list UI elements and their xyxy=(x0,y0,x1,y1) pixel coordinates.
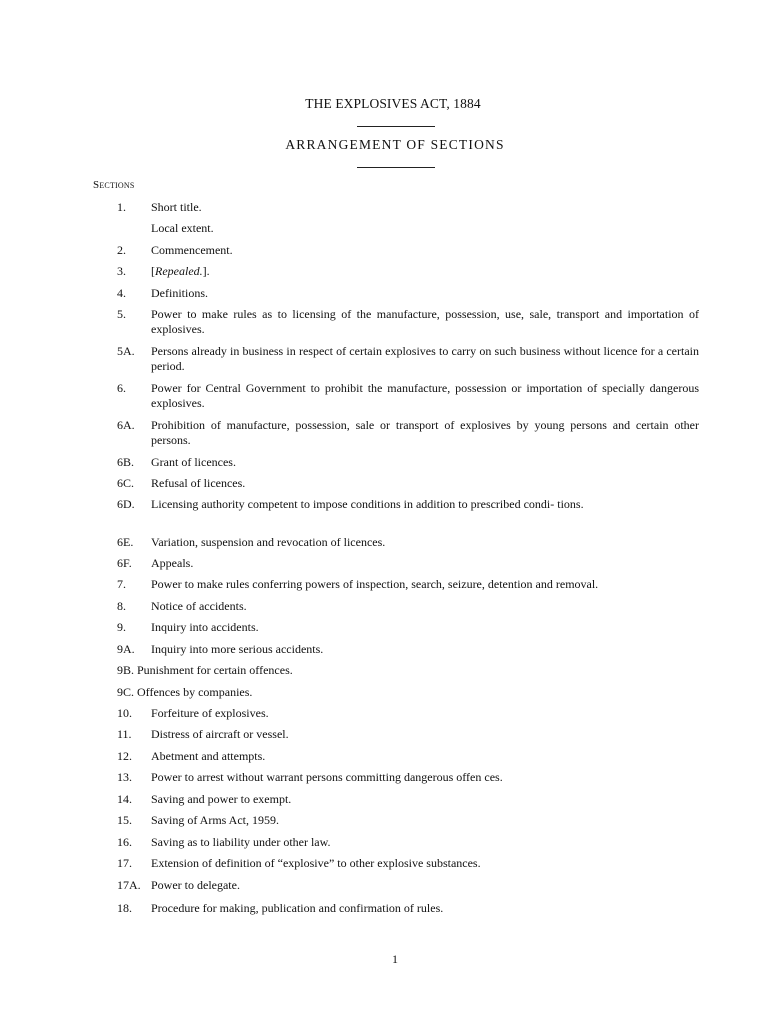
section-number: 10. xyxy=(117,706,132,720)
section-title: Forfeiture of explosives. xyxy=(151,706,269,720)
section-title: Variation, suspension and revocation of licences. xyxy=(151,535,386,549)
section-title: Persons already in business in respect of certain explosives to carry on such business without licence for a certain period. xyxy=(151,344,699,373)
section-number: 13. xyxy=(117,770,132,784)
section-title: Abetment and attempts. xyxy=(151,749,266,763)
section-title: Definitions. xyxy=(151,286,208,300)
section-title: Short title. xyxy=(151,200,202,214)
bracket-open: [ xyxy=(151,264,155,278)
section-title: Procedure for making, publication and confirmation of rules. xyxy=(151,901,444,915)
section-number: 14. xyxy=(117,792,132,806)
section-number: 6B. xyxy=(117,455,135,469)
section-line: 9B. Punishment for certain offences. xyxy=(117,663,293,677)
section-number: 1. xyxy=(117,200,126,214)
section-title: Power to delegate. xyxy=(151,878,240,892)
section-number: 12. xyxy=(117,749,132,763)
section-number: 8. xyxy=(117,599,126,613)
section-title: Licensing authority competent to impose conditions in addition to prescribed condi- tions. xyxy=(151,497,584,511)
document-title: THE EXPLOSIVES ACT, 1884 xyxy=(305,96,481,111)
section-number: 7. xyxy=(117,577,126,591)
section-number: 18. xyxy=(117,901,132,915)
bracket-close: ]. xyxy=(202,264,210,278)
section-number: 3. xyxy=(117,264,126,278)
section-title: Saving as to liability under other law. xyxy=(151,835,331,849)
section-title: Inquiry into accidents. xyxy=(151,620,259,634)
section-title: Notice of accidents. xyxy=(151,599,247,613)
section-title: Power for Central Government to prohibit the manufacture, possession or importation of specially dangerous explosives. xyxy=(151,381,699,410)
section-title: Saving and power to exempt. xyxy=(151,792,292,806)
section-title: Extension of definition of “explosive” to other explosive substances. xyxy=(151,856,481,870)
section-number: 9. xyxy=(117,620,126,634)
section-title: Power to arrest without warrant persons committing dangerous offen ces. xyxy=(151,770,503,784)
section-number: 6. xyxy=(117,381,126,395)
section-number: 11. xyxy=(117,727,132,741)
section-number: 5A. xyxy=(117,344,135,358)
section-number: 5. xyxy=(117,307,126,321)
section-title: Power to make rules conferring powers of inspection, search, seizure, detention and removal. xyxy=(151,577,599,591)
section-number: 2. xyxy=(117,243,126,257)
section-number: 16. xyxy=(117,835,132,849)
section-title: Appeals. xyxy=(151,556,194,570)
section-number: 6C. xyxy=(117,476,135,490)
section-title: Grant of licences. xyxy=(151,455,236,469)
section-title: Distress of aircraft or vessel. xyxy=(151,727,289,741)
section-number: 4. xyxy=(117,286,126,300)
section-number: 6A. xyxy=(117,418,135,432)
section-title: Saving of Arms Act, 1959. xyxy=(151,813,279,827)
section-title: Power to make rules as to licensing of the manufacture, possession, use, sale, transport and importation of explosives. xyxy=(151,307,699,336)
section-number: 6F. xyxy=(117,556,132,570)
document-subtitle: ARRANGEMENT OF SECTIONS xyxy=(285,137,505,152)
sections-label: Sections xyxy=(93,179,135,191)
section-title: Inquiry into more serious accidents. xyxy=(151,642,324,656)
repealed-note: Repealed. xyxy=(155,264,203,278)
section-title: Prohibition of manufacture, possession, sale or transport of explosives by young persons and certain other persons. xyxy=(151,418,699,447)
page-number: 1 xyxy=(392,952,398,966)
section-number: 17A. xyxy=(117,878,141,892)
section-title: Local extent. xyxy=(151,221,214,235)
section-number: 15. xyxy=(117,813,132,827)
section-number: 17. xyxy=(117,856,132,870)
section-line: 9C. Offences by companies. xyxy=(117,685,253,699)
section-number: 9A. xyxy=(117,642,135,656)
section-title xyxy=(151,264,699,279)
section-number: 6E. xyxy=(117,535,134,549)
section-title: Refusal of licences. xyxy=(151,476,246,490)
section-number: 6D. xyxy=(117,497,135,511)
section-title: Commencement. xyxy=(151,243,233,257)
